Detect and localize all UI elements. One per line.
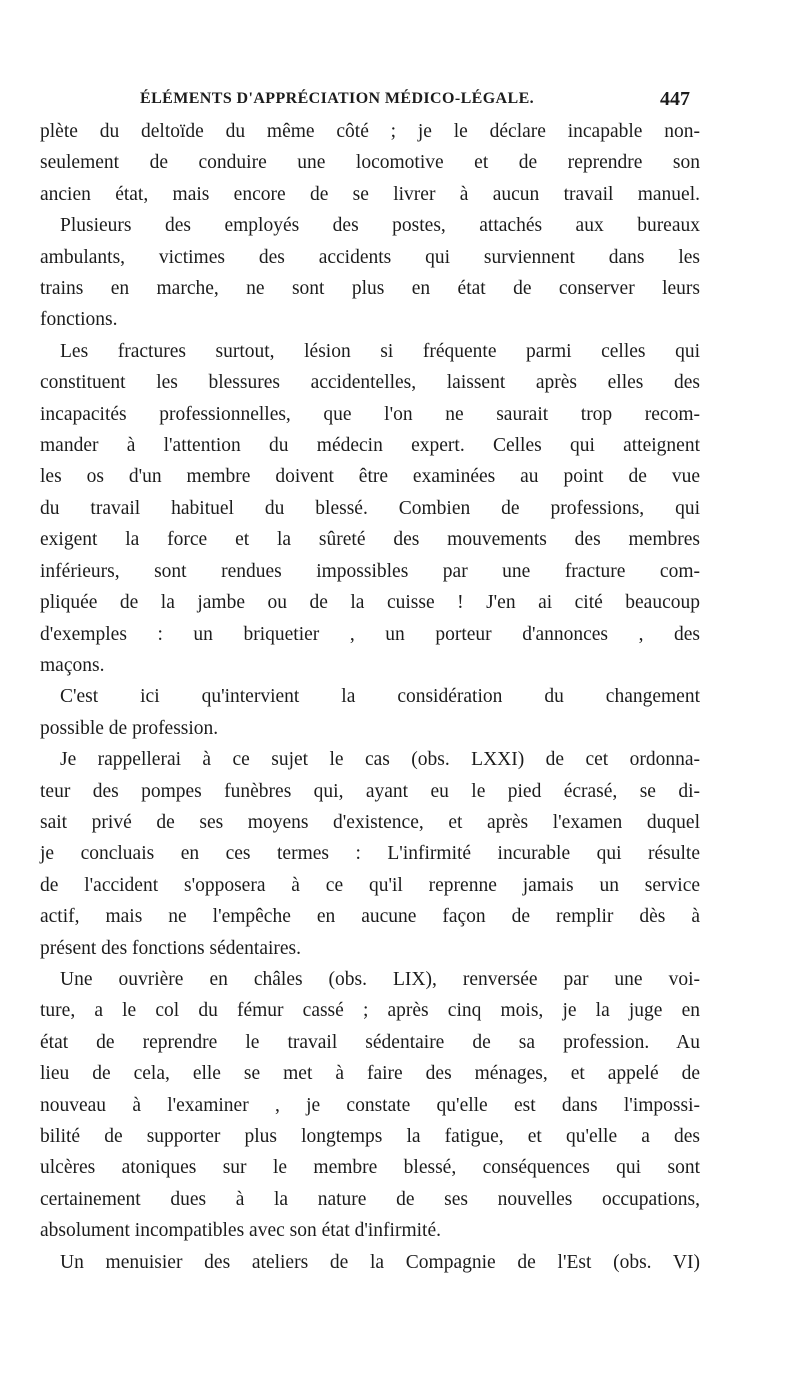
text-line: pliquée de la jambe ou de la cuisse ! J'en ai cité beaucoup (40, 592, 700, 614)
text-line: du travail habituel du blessé. Combien de professions, qui (40, 497, 700, 519)
text-line: état de reprendre le travail sédentaire de sa profession. Au (40, 1031, 700, 1053)
text-line: nouveau à l'examiner , je constate qu'elle est dans l'impossi- (40, 1094, 700, 1116)
text-line: ulcères atoniques sur le membre blessé, conséquences qui sont (40, 1157, 700, 1179)
text-line: sait privé de ses moyens d'existence, et après l'examen duquel (40, 811, 700, 833)
text-line: teur des pompes funèbres qui, ayant eu le pied écrasé, se di- (40, 780, 700, 802)
text-line: constituent les blessures accidentelles, laissent après elles des (40, 372, 700, 394)
page-number: 447 (660, 88, 690, 110)
text-line: d'exemples : un briquetier , un porteur d'annonces , des (40, 623, 700, 645)
text-line: lieu de cela, elle se met à faire des ménages, et appelé de (40, 1063, 700, 1085)
text-line: présent des fonctions sédentaires. (40, 937, 302, 959)
text-line: Les fractures surtout, lésion si fréquente parmi celles qui (60, 340, 700, 362)
text-line: je concluais en ces termes : L'infirmité incurable qui résulte (40, 843, 700, 865)
text-line: possible de profession. (40, 717, 219, 739)
text-line: ambulants, victimes des accidents qui surviennent dans les (40, 246, 700, 268)
running-head (40, 90, 690, 118)
text-line: fonctions. (40, 309, 118, 331)
text-line: maçons. (40, 654, 105, 676)
text-line: seulement de conduire une locomotive et de reprendre son (40, 152, 700, 174)
text-line: ture, a le col du fémur cassé ; après cinq mois, je la juge en (40, 1000, 700, 1022)
body-text (40, 116, 700, 1278)
text-line: les os d'un membre doivent être examinées au point de vue (40, 466, 700, 488)
text-line: plète du deltoïde du même côté ; je le déclare incapable non- (40, 121, 700, 142)
text-line: exigent la force et la sûreté des mouvements des membres (40, 529, 700, 551)
text-line: bilité de supporter plus longtemps la fatigue, et qu'elle a des (40, 1126, 700, 1147)
text-line: Un menuisier des ateliers de la Compagnie de l'Est (obs. VI) (60, 1251, 700, 1273)
running-title: ÉLÉMENTS D'APPRÉCIATION MÉDICO-LÉGALE. (140, 90, 535, 107)
text-line: mander à l'attention du médecin expert. Celles qui atteignent (40, 435, 700, 457)
text-line: Une ouvrière en châles (obs. LIX), renversée par une voi- (60, 968, 700, 990)
text-line: de l'accident s'opposera à ce qu'il reprenne jamais un service (40, 874, 700, 896)
text-line: incapacités professionnelles, que l'on ne saurait trop recom- (40, 403, 700, 425)
text-line: C'est ici qu'intervient la considération du changement (60, 686, 700, 708)
text-line: Je rappellerai à ce sujet le cas (obs. LXXI) de cet ordonna- (60, 749, 700, 771)
text-line: trains en marche, ne sont plus en état de conserver leurs (40, 278, 700, 300)
text-line: certainement dues à la nature de ses nouvelles occupations, (40, 1188, 700, 1210)
text-line: ancien état, mais encore de se livrer à aucun travail manuel. (40, 183, 700, 205)
text-line: inférieurs, sont rendues impossibles par une fracture com- (40, 560, 700, 582)
text-line: absolument incompatibles avec son état d'infirmité. (40, 1220, 441, 1242)
text-line: actif, mais ne l'empêche en aucune façon de remplir dès à (40, 906, 700, 928)
text-line: Plusieurs des employés des postes, attachés aux bureaux (60, 215, 700, 237)
